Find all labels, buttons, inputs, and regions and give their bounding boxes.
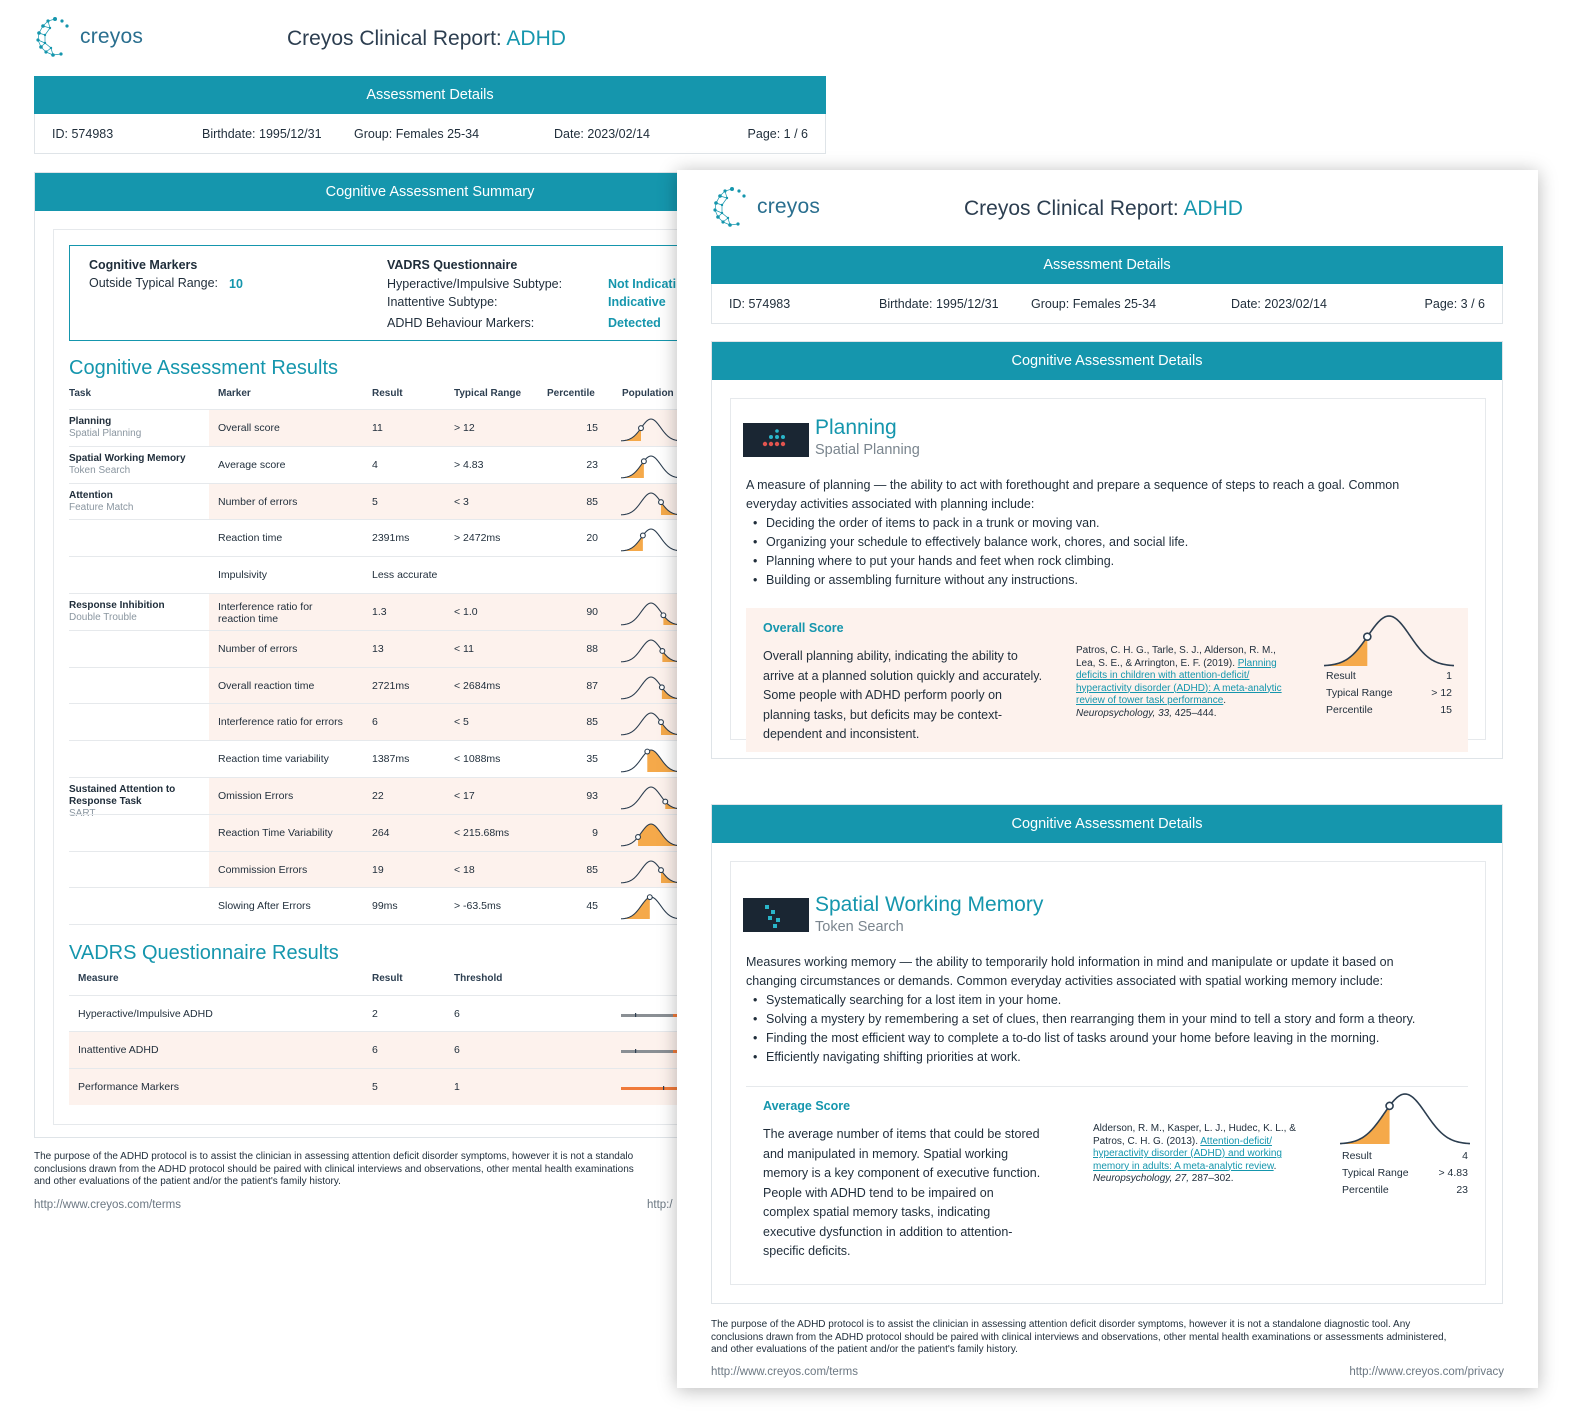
report-title (287, 27, 566, 51)
list-item: • Organizing your schedule to effectively balance work, chores, and social life. (747, 533, 1188, 552)
table-row (69, 446, 679, 483)
cognitive-markers-title: Cognitive Markers (89, 258, 198, 272)
table-row (69, 740, 679, 777)
table-row (69, 851, 679, 888)
planning-score-title: Overall Score (763, 621, 844, 635)
marker-name: Slowing After Errors (218, 900, 311, 913)
typical-range: < 18 (454, 863, 475, 876)
reference-link[interactable]: review of tower task performance (1076, 695, 1224, 706)
birthdate: Birthdate: 1995/12/31 (879, 296, 999, 311)
percentile-value: 9 (592, 826, 598, 839)
planning-score-box (746, 608, 1468, 752)
task-name: Planning Spatial Planning (69, 416, 142, 439)
percentile-value: 20 (586, 532, 598, 545)
marker-name: Commission Errors (218, 863, 308, 876)
assessment-details-bar: Assessment Details (711, 246, 1503, 284)
swm-range-label: Typical Range (1342, 1167, 1409, 1179)
reference-link[interactable]: Planning (1237, 657, 1277, 669)
population-curve (621, 415, 681, 443)
brand-name: creyos (757, 195, 821, 218)
swm-range-value: > 4.83 (1438, 1167, 1468, 1179)
table-row (69, 630, 679, 667)
details-bar-planning: Cognitive Assessment Details (712, 342, 1502, 380)
table-row (69, 483, 679, 520)
result-value: 22 (372, 790, 384, 802)
vadrs-title: VADRS Questionnaire (387, 258, 518, 272)
outside-range-value: 10 (229, 277, 243, 291)
result-value: 2721ms (372, 679, 410, 692)
table-row (69, 593, 679, 630)
assessment-details-row (711, 284, 1503, 324)
table-row (69, 995, 679, 1032)
population-curve (621, 893, 681, 921)
summary-bar: Cognitive Assessment Summary (35, 173, 825, 211)
typical-range: > -63.5ms (454, 900, 501, 913)
page-number: Page: 3 / 6 (1424, 296, 1485, 311)
marker-name: Reaction Time Variability (218, 826, 333, 839)
percentile-value: 88 (586, 642, 598, 655)
marker-name: Reaction time (218, 532, 283, 545)
threshold-bar (621, 1013, 681, 1017)
result-value: 5 (372, 495, 378, 508)
swm-description: Measures working memory — the ability to temporarily hold information in mind and manipulate or update it based on changing circumstances or demands. Common everyday activities associated with spatial working memory include: (746, 955, 1394, 988)
marker-name: Interference ratio for errors (218, 716, 343, 729)
typical-range: < 215.68ms (454, 826, 510, 839)
reference-link[interactable]: memory in adults: A meta-analytic review (1093, 1160, 1274, 1172)
marker-name: Overall reaction time (218, 679, 315, 692)
planning-distribution-curve (1324, 612, 1454, 668)
swm-percentile-label: Percentile (1342, 1184, 1389, 1196)
swm-reference: Alderson, R. M., Kasper, L. J., Hudec, K. L., & Patros, C. H. G. (2013). Attention-deficit/ hyperactivity disorder (ADHD) and working memory in adults: A meta-analytic review. Neuropsychology, 27, 287–302. (1093, 1123, 1296, 1184)
marker-name: Reaction time variability (218, 753, 329, 766)
assessment-details-bar: Assessment Details (34, 76, 826, 114)
measure-name: Hyperactive/Impulsive ADHD (78, 1008, 213, 1020)
marker-name: Omission Errors (218, 790, 294, 802)
population-curve (621, 525, 681, 553)
result-value: 19 (372, 863, 384, 876)
planning-description: A measure of planning — the ability to act with forethought and prepare a sequence of steps to reach a goal. Common everyday activities associated with planning include: (746, 478, 1400, 511)
typical-range: > 12 (454, 422, 475, 434)
threshold-bar (621, 1086, 681, 1090)
list-item: • Finding the most efficient way to complete a to-do list of tasks around your home before leaving in the morning. (747, 1029, 1415, 1048)
assessment-details-section (711, 246, 1503, 324)
threshold-bar (621, 1049, 681, 1053)
population-curve (621, 746, 681, 774)
terms-link-back[interactable]: http://www.creyos.com/terms (34, 1199, 181, 1211)
reference-link[interactable]: deficits in children with attention-deficit/ (1076, 670, 1250, 681)
population-curve (621, 452, 681, 480)
patient-id: ID: 574983 (729, 296, 791, 311)
percentile-value: 85 (586, 716, 598, 729)
group: Group: Females 25-34 (354, 126, 480, 141)
planning-percentile-value: 15 (1440, 704, 1452, 716)
result-value: 1387ms (372, 753, 410, 766)
planning-score-text: Overall planning ability, indicating the ability to arrive at a planned solution quickly and accurately. Some people with ADHD perform poorly on planning tasks, but deficits may be context- dependent and inconsistent. (763, 649, 1043, 741)
planning-result-label: Result (1326, 670, 1356, 682)
vadrs-threshold: 1 (454, 1081, 460, 1093)
result-value: 99ms (372, 900, 398, 913)
reference-link[interactable]: Attention-deficit/ (1200, 1135, 1272, 1147)
report-title-highlight: ADHD (506, 27, 566, 50)
planning-reference: Patros, C. H. G., Tarle, S. J., Alderson, R. M., Lea, S. E., & Arrington, E. F. (2019). Planning deficits in children with attention-deficit/ hyperactivity disorder (ADHD): A meta-analytic review of tower task performance. Neuropsychology, 33, 425–444. (1076, 645, 1282, 719)
vadrs-result: 5 (372, 1081, 378, 1093)
result-value: 1.3 (372, 606, 387, 618)
hyper-subtype-label: Hyperactive/Impulsive Subtype: (387, 277, 563, 291)
swm-score-box (746, 1086, 1468, 1268)
date: Date: 2023/02/14 (1231, 296, 1327, 311)
swm-title: Spatial Working Memory (815, 893, 1044, 916)
percentile-value: 90 (586, 606, 598, 618)
behaviour-markers-label: ADHD Behaviour Markers: (387, 316, 535, 330)
result-value: 264 (372, 826, 390, 839)
report-title-prefix: Creyos Clinical Report: (287, 27, 507, 50)
report-title-highlight: ADHD (1183, 197, 1243, 220)
percentile-value: 35 (586, 753, 598, 766)
assessment-details-section (34, 76, 826, 154)
table-row (69, 556, 679, 593)
typical-range: < 1.0 (454, 606, 478, 618)
result-value: 4 (372, 458, 378, 471)
creyos-logo-icon (34, 16, 76, 58)
planning-result-value: 1 (1446, 670, 1452, 682)
population-curve (621, 673, 681, 701)
population-curve (621, 709, 681, 737)
col-population: Population (622, 388, 674, 399)
swm-percentile-value: 23 (1456, 1184, 1468, 1196)
swm-result-label: Result (1342, 1150, 1372, 1162)
list-item: • Building or assembling furniture without any instructions. (747, 571, 1188, 590)
date: Date: 2023/02/14 (554, 126, 650, 141)
terms-link-front[interactable]: http://www.creyos.com/terms (711, 1366, 858, 1378)
planning-task-thumbnail-icon (743, 423, 809, 457)
population-curve (621, 783, 681, 811)
brand-name: creyos (80, 25, 144, 48)
report-title-prefix: Creyos Clinical Report: (964, 197, 1184, 220)
patient-id: ID: 574983 (52, 126, 114, 141)
typical-range: < 3 (454, 495, 469, 508)
summary-box (69, 245, 709, 341)
percentile-value: 85 (586, 863, 598, 876)
list-item: • Planning where to put your hands and feet when rock climbing. (747, 552, 1188, 571)
marker-name: Average score (218, 458, 286, 471)
percentile-value: 15 (586, 422, 598, 434)
measure-name: Inattentive ADHD (78, 1044, 159, 1056)
assessment-details-row (34, 114, 826, 154)
measure-name: Performance Markers (78, 1081, 179, 1093)
vadrs-threshold: 6 (454, 1044, 460, 1056)
creyos-logo (711, 186, 820, 228)
list-item: • Solving a mystery by remembering a set of clues, then rearranging them in your mind to tell a story and form a theory. (747, 1010, 1415, 1029)
table-row (69, 667, 679, 704)
table-row (69, 1031, 679, 1068)
birthdate: Birthdate: 1995/12/31 (202, 126, 322, 141)
table-row (69, 409, 679, 446)
vadrs-threshold: 6 (454, 1008, 460, 1020)
behaviour-markers-value: Detected (608, 316, 661, 330)
swm-bullets (747, 991, 1415, 1067)
col-task: Task (69, 388, 92, 399)
percentile-value: 85 (586, 495, 598, 508)
table-row (69, 777, 679, 819)
privacy-link-front[interactable]: http://www.creyos.com/privacy (1349, 1366, 1504, 1378)
result-value: Less accurate (372, 569, 438, 582)
disclaimer-front: The purpose of the ADHD protocol is to assist the clinician in assessing attention deficit disorder symptoms, however it is not a standalone diagnostic tool. Any conclusions drawn from the ADHD protocol should be paired with clinical interviews and observations, other mental health examinations or assessments administered, and other evaluations of the patient and/or the patient's family history. (711, 1319, 1447, 1355)
population-curve (621, 820, 681, 848)
planning-title: Planning (815, 416, 897, 439)
planning-bullets (747, 514, 1188, 590)
table-row (69, 703, 679, 740)
population-curve (621, 636, 681, 664)
result-value: 6 (372, 716, 378, 729)
inatt-subtype-label: Inattentive Subtype: (387, 295, 498, 309)
reference-link[interactable]: hyperactivity disorder (ADHD) and working (1093, 1148, 1282, 1159)
col-measure: Measure (78, 973, 119, 984)
planning-range-label: Typical Range (1326, 687, 1393, 699)
result-value: 2391ms (372, 532, 410, 545)
col-result: Result (372, 388, 403, 399)
population-curve (621, 599, 681, 627)
population-curve (621, 489, 681, 517)
swm-result-value: 4 (1462, 1150, 1468, 1162)
result-value: 13 (372, 642, 384, 655)
task-name: Attention Feature Match (69, 489, 134, 513)
table-row (69, 887, 679, 924)
list-item: • Systematically searching for a lost item in your home. (747, 991, 1415, 1010)
page-number: Page: 1 / 6 (747, 126, 808, 141)
marker-name: Interference ratio for reaction time (218, 601, 313, 625)
details-bar-swm: Cognitive Assessment Details (712, 805, 1502, 843)
table-row (69, 1068, 679, 1105)
disclaimer-back: The purpose of the ADHD protocol is to assist the clinician in assessing attention deficit disorder symptoms, however it is not a standalo conclusions drawn from the ADHD protocol should be paired with clinical interviews and observations, other mental health examinations and other evaluations of the patient and/or the patient's family history. (34, 1151, 634, 1187)
report-page-3 (677, 170, 1538, 1388)
list-item: • Deciding the order of items to pack in a trunk or moving van. (747, 514, 1188, 533)
swm-subtitle: Token Search (815, 919, 904, 935)
col-percentile: Percentile (547, 388, 595, 399)
marker-name: Number of errors (218, 495, 298, 508)
report-title (964, 197, 1243, 221)
percentile-value: 45 (586, 900, 598, 913)
creyos-logo-icon (711, 186, 753, 228)
typical-range: < 1088ms (454, 753, 501, 766)
marker-name: Number of errors (218, 642, 298, 655)
table-bottom-border (69, 924, 679, 925)
table-row (69, 519, 679, 556)
vadrs-result: 2 (372, 1008, 378, 1020)
col-range: Typical Range (454, 388, 522, 399)
planning-subtitle: Spatial Planning (815, 442, 920, 458)
typical-range: > 4.83 (454, 458, 484, 471)
vadrs-heading: VADRS Questionnaire Results (69, 942, 339, 964)
planning-range-value: > 12 (1431, 687, 1452, 699)
percentile-value: 87 (586, 679, 598, 692)
col-marker: Marker (218, 388, 251, 399)
list-item: • Efficiently navigating shifting priorities at work. (747, 1048, 1415, 1067)
typical-range: < 5 (454, 716, 469, 729)
swm-distribution-curve (1340, 1090, 1470, 1146)
typical-range: < 2684ms (454, 679, 501, 692)
task-name: Spatial Working Memory Token Search (69, 452, 186, 476)
swm-score-title: Average Score (763, 1099, 851, 1113)
vadrs-result: 6 (372, 1044, 378, 1056)
swm-task-thumbnail-icon (743, 898, 809, 932)
col-vadrs-result: Result (372, 973, 403, 984)
percentile-value: 23 (586, 458, 598, 471)
task-name: Response Inhibition Double Trouble (69, 600, 165, 623)
outside-range-label: Outside Typical Range: (89, 276, 219, 290)
population-curve (621, 857, 681, 885)
creyos-logo (34, 16, 143, 58)
marker-name: Overall score (218, 422, 280, 434)
col-threshold: Threshold (454, 973, 503, 984)
results-heading: Cognitive Assessment Results (69, 357, 339, 379)
marker-name: Impulsivity (218, 569, 268, 582)
planning-percentile-label: Percentile (1326, 704, 1373, 716)
result-value: 11 (372, 422, 383, 434)
table-row (69, 814, 679, 851)
typical-range: > 2472ms (454, 532, 501, 545)
percentile-value: 93 (586, 790, 598, 802)
inatt-subtype-value: Indicative (608, 295, 666, 309)
privacy-link-back[interactable]: http:/ (647, 1199, 673, 1211)
reference-link[interactable]: hyperactivity disorder (ADHD): A meta-analytic (1076, 682, 1282, 694)
task-name: Sustained Attention to Response Task SART (69, 784, 176, 819)
swm-score-text: The average number of items that could be stored and manipulated in memory. Spatial working memory is a key component of executive function. People with ADHD tend to be impaired on complex spatial memory tasks, indicating executive dysfunction in addition to attention- specific deficits. (763, 1127, 1041, 1258)
typical-range: < 11 (454, 642, 474, 655)
typical-range: < 17 (454, 790, 475, 802)
hyper-subtype-value: Not Indicati (608, 277, 677, 291)
group: Group: Females 25-34 (1031, 296, 1157, 311)
